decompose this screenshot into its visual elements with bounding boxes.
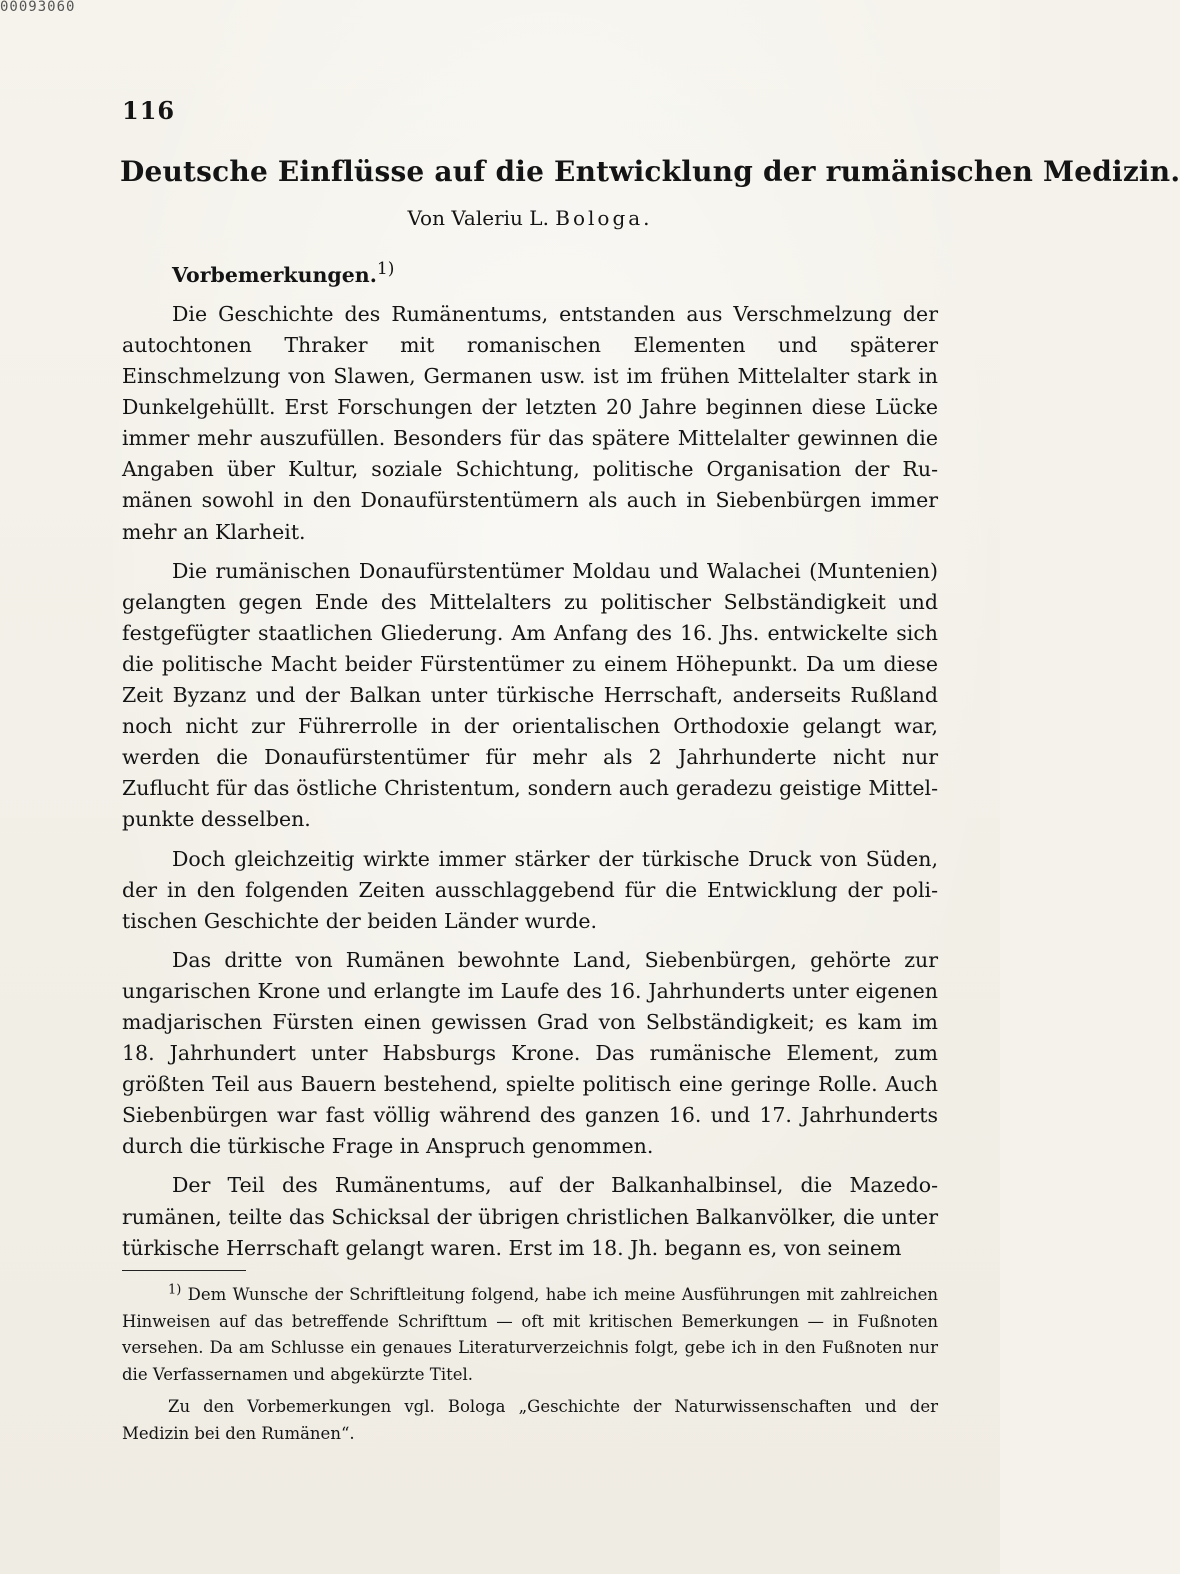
footnote-reference: 1) xyxy=(376,259,395,279)
footnote-1-text: Dem Wunsche der Schriftleitung folgend, habe ich meine Ausführungen mit zahlreichen Hinweisen auf das betreffende Schrifttum — oft mit kritischen Bemerkungen — in Fußnoten versehen. Da am Schlusse ein genaues Literaturverzeichnis folgt, gebe ich in den Fußnoten nur die Verfassernamen und abgekürzte Titel. xyxy=(122,1285,938,1384)
paragraph-2: Die rumänischen Donaufürstentümer Moldau und Walachei (Muntenien) gelangten gegen Ende des Mittelalters zu politischer Selbständigkeit und festgefügter staatlichen Gliederung. Am Anfang des 16. Jhs. entwickelte sich die politische Macht beider Fürstentümer zu einem Höhepunkt. Da um diese Zeit Byzanz und der Balkan unter türkische Herrschaft, anderseits Rußland noch nicht zur Führerrolle in der orientalischen Orthodoxie gelangt war, werden die Donaufürstentümer für mehr als 2 Jahrhunderte nicht nur Zuflucht für das östliche Christentum, sondern auch geradezu geistige Mittelpunkte desselben. xyxy=(122,558,938,832)
footnote-2: Zu den Vorbemerkungen vgl. Bologa „Geschichte der Naturwissenschaften und der Medizin bei den Rumänen“. xyxy=(122,1397,938,1443)
paragraph-1: Die Geschichte des Rumänentums, entstanden aus Verschmelzung der autochtonen Thraker mit romanischen Elementen und späterer Einschmelzung von Slawen, Germanen usw. ist im frühen Mittelalter stark in Dunkelgehüllt. Erst Forschungen der letzten 20 Jahre beginnen diese Lücke immer mehr auszufüllen. Besonders für das spätere Mittelalter gewinnen die Angaben über Kultur, soziale Schichtung, politische Organisation der Rumänen sowohl in den Donaufürstentümern als auch in Siebenbürgen immer mehr an Klarheit. xyxy=(122,301,938,544)
section-heading: Vorbemerkungen. xyxy=(172,262,377,287)
section-heading-line xyxy=(122,254,938,291)
author-line xyxy=(120,206,940,230)
paragraph-4: Das dritte von Rumänen bewohnte Land, Siebenbürgen, gehörte zur ungarischen Krone und erlangte im Laufe des 16. Jahrhunderts unter eigenen madjarischen Fürsten einen gewissen Grad von Selbständigkeit; es kam im 18. Jahrhundert unter Habsburgs Krone. Das rumänische Element, zum größten Teil aus Bauern bestehend, spielte politisch eine geringe Rolle. Auch Siebenbürgen war fast völlig während des ganzen 16. und 17. Jahrhunderts durch die türkische Frage in Anspruch genommen. xyxy=(122,947,938,1159)
page-number: 116 xyxy=(122,96,176,125)
paragraph-5: Der Teil des Rumänentums, auf der Balkanhalbinsel, die Mazedorumänen, teilte das Schicksal der übrigen christlichen Balkanvölker, die unter türkische Herrschaft gelangt waren. Erst im 18. Jh. begann es, von seinem xyxy=(122,1173,938,1260)
author-name: Bologa. xyxy=(555,206,653,230)
body-text xyxy=(122,254,938,1264)
article-title: Deutsche Einflüsse auf die Entwicklung der rumänischen Medizin. xyxy=(120,155,1180,188)
author-prefix: Von Valeriu L. xyxy=(407,206,549,230)
scan-mark: 00093060 xyxy=(0,0,76,15)
footnote-marker: 1) xyxy=(168,1282,182,1298)
footnotes xyxy=(122,1282,938,1447)
paragraph-3: Doch gleichzeitig wirkte immer stärker der türkische Druck von Süden, der in den folgenden Zeiten ausschlaggebend für die Entwicklung der politischen Geschichte der beiden Länder wurde. xyxy=(122,846,938,933)
footnote-divider xyxy=(122,1270,246,1271)
footnote-1 xyxy=(122,1282,938,1388)
